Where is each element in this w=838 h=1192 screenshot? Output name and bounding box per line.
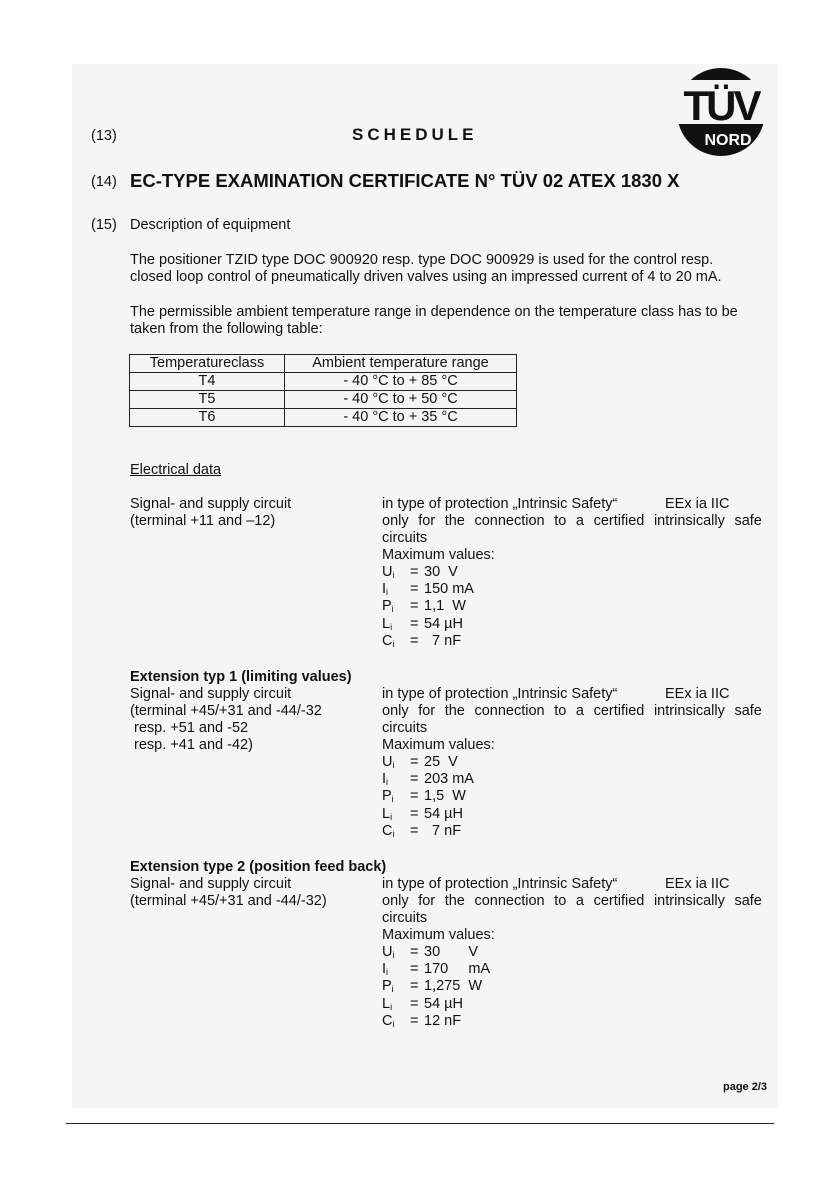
value-subscript: i <box>392 760 395 770</box>
value-equals: = <box>410 581 419 598</box>
value-amount: 1,275 W <box>424 978 483 995</box>
tuv-nord-logo <box>668 66 774 158</box>
value-equals: = <box>410 978 419 995</box>
value-equals: = <box>410 961 419 978</box>
word: to <box>554 703 567 719</box>
max-value-row <box>382 996 463 1013</box>
block2-title: Extension typ 1 (limiting values) <box>130 669 352 685</box>
word: for <box>418 513 436 529</box>
value-amount: 54 µH <box>424 615 463 632</box>
max-value-row <box>382 598 466 615</box>
value-subscript: i <box>386 967 389 978</box>
value-amount: 12 nF <box>424 1012 462 1029</box>
block3-circuits: circuits <box>382 910 428 926</box>
table-row <box>130 373 517 391</box>
word: to <box>554 513 567 529</box>
table-cell: - 40 °C to + 50 °C <box>285 391 517 409</box>
value-symbol: $I_i$ <box>382 581 389 598</box>
value-subscript: i <box>392 950 395 960</box>
table-header-row <box>130 355 517 373</box>
word: intrinsically <box>653 513 725 529</box>
value-symbol: $U_i$ <box>382 564 395 580</box>
value-symbol: $L_i$ <box>382 805 393 822</box>
word: only <box>382 703 409 719</box>
schedule-title: SCHEDULE <box>352 125 478 144</box>
item-number-13: (13) <box>91 128 117 144</box>
value-equals: = <box>410 564 419 580</box>
max-value-row <box>382 788 466 805</box>
value-equals: = <box>410 805 419 822</box>
block1-max-values-label: Maximum values: <box>382 547 495 563</box>
value-subscript: i <box>392 828 395 839</box>
block1-left-line-2: (terminal +11 and –12) <box>130 513 276 529</box>
value-subscript: i <box>386 587 389 598</box>
block2-protection-class: EEx ia IIC <box>665 686 730 702</box>
table-cell: - 40 °C to + 85 °C <box>285 373 517 391</box>
word: certified <box>593 893 645 909</box>
footer-rule <box>66 1123 774 1124</box>
value-equals: = <box>410 995 419 1012</box>
word: a <box>575 703 584 719</box>
value-subscript: i <box>390 1001 393 1012</box>
value-equals: = <box>410 822 419 839</box>
value-symbol: $U_i$ <box>382 944 395 960</box>
value-symbol: $L_i$ <box>382 995 393 1012</box>
word: safe <box>734 513 762 529</box>
value-symbol: $L_i$ <box>382 615 393 632</box>
word: only <box>382 893 409 909</box>
value-amount: 30 V <box>424 564 458 580</box>
block2-max-values-label: Maximum values: <box>382 737 495 753</box>
value-equals: = <box>410 944 419 960</box>
block1-connection-line <box>382 513 762 530</box>
block3-connection-line <box>382 893 762 910</box>
block3-protection-class: EEx ia IIC <box>665 876 730 892</box>
value-subscript: i <box>391 794 394 805</box>
word: the <box>444 893 465 909</box>
max-value-row <box>382 616 463 633</box>
value-symbol: $P_i$ <box>382 788 394 805</box>
block1-left-line-1: Signal- and supply circuit <box>130 496 292 512</box>
word: safe <box>734 703 762 719</box>
table-row <box>130 409 517 427</box>
value-equals: = <box>410 754 419 770</box>
block2-left-line-2: (terminal +45/+31 and -44/-32 <box>130 703 322 719</box>
block3-left-line-2: (terminal +45/+31 and -44/-32) <box>130 893 327 909</box>
value-amount: 30 V <box>424 944 478 960</box>
temperature-table <box>129 354 517 427</box>
value-symbol: $C_i$ <box>382 632 395 649</box>
word: the <box>444 513 465 529</box>
max-value-row <box>382 978 482 995</box>
value-subscript: i <box>391 984 394 995</box>
electrical-data-heading: Electrical data <box>130 462 222 478</box>
value-symbol: $P_i$ <box>382 978 394 995</box>
word: for <box>418 893 436 909</box>
word: to <box>554 893 567 909</box>
item-number-14: (14) <box>91 174 117 190</box>
value-equals: = <box>410 632 419 649</box>
table-cell: T6 <box>130 409 285 427</box>
value-symbol: $P_i$ <box>382 598 394 615</box>
value-symbol: $U_i$ <box>382 754 395 770</box>
word: for <box>418 703 436 719</box>
value-subscript: i <box>386 777 389 788</box>
value-subscript: i <box>392 1018 395 1029</box>
block2-circuits: circuits <box>382 720 428 736</box>
value-symbol: $C_i$ <box>382 822 395 839</box>
max-value-row <box>382 1013 461 1030</box>
block2-left-line-3: resp. +51 and -52 <box>130 720 249 736</box>
block1-protection-type: in type of protection „Intrinsic Safety“ <box>382 496 618 512</box>
word: a <box>575 513 584 529</box>
block3-title: Extension type 2 (position feed back) <box>130 859 387 875</box>
max-value-row <box>382 806 463 823</box>
table-header-cell: Ambient temperature range <box>285 355 517 373</box>
value-symbol: $I_i$ <box>382 771 389 788</box>
value-subscript: i <box>392 638 395 649</box>
block3-left-line-1: Signal- and supply circuit <box>130 876 292 892</box>
value-subscript: i <box>390 811 393 822</box>
block2-connection-line <box>382 703 762 720</box>
block1-circuits: circuits <box>382 530 428 546</box>
value-equals: = <box>410 1012 419 1029</box>
description-line-2: closed loop control of pneumatically driven valves using an impressed current of 4 to 20 mA. <box>130 269 722 285</box>
max-value-row <box>382 961 490 978</box>
value-amount: 170 mA <box>424 961 491 978</box>
word: certified <box>593 513 645 529</box>
max-value-row <box>382 633 461 650</box>
word: the <box>444 703 465 719</box>
block3-protection-type: in type of protection „Intrinsic Safety“ <box>382 876 618 892</box>
block2-left-line-1: Signal- and supply circuit <box>130 686 292 702</box>
max-value-row <box>382 581 474 598</box>
value-equals: = <box>410 788 419 805</box>
value-amount: 54 µH <box>424 995 463 1012</box>
item-number-15: (15) <box>91 217 117 233</box>
word: safe <box>734 893 762 909</box>
word: only <box>382 513 409 529</box>
value-amount: 25 V <box>424 754 458 770</box>
temperature-intro-line-1: The permissible ambient temperature range in dependence on the temperature class has to be <box>130 304 738 320</box>
block1-protection-class: EEx ia IIC <box>665 496 730 512</box>
value-equals: = <box>410 598 419 615</box>
max-value-row <box>382 944 478 961</box>
table-cell: T5 <box>130 391 285 409</box>
max-value-row <box>382 823 461 840</box>
block2-left-line-4: resp. +41 and -42) <box>130 737 253 753</box>
certificate-title: EC-TYPE EXAMINATION CERTIFICATE N° TÜV 02 ATEX 1830 X <box>130 170 680 191</box>
value-equals: = <box>410 771 419 788</box>
value-symbol: $I_i$ <box>382 961 389 978</box>
word: certified <box>593 703 645 719</box>
value-subscript: i <box>390 621 393 632</box>
word: intrinsically <box>653 893 725 909</box>
logo-text: TÜV <box>683 82 759 129</box>
value-amount: 7 nF <box>424 822 462 839</box>
value-symbol: $C_i$ <box>382 1012 395 1029</box>
max-value-row <box>382 564 458 581</box>
value-equals: = <box>410 615 419 632</box>
max-value-row <box>382 771 474 788</box>
table-row <box>130 391 517 409</box>
description-line-1: The positioner TZID type DOC 900920 resp. type DOC 900929 is used for the control resp. <box>130 252 714 268</box>
temperature-intro-line-2: taken from the following table: <box>130 321 323 337</box>
value-amount: 7 nF <box>424 632 462 649</box>
value-subscript: i <box>392 570 395 580</box>
table-cell: - 40 °C to + 35 °C <box>285 409 517 427</box>
word: connection <box>474 513 545 529</box>
value-amount: 203 mA <box>424 771 474 788</box>
max-value-row <box>382 754 458 771</box>
table-header-cell: Temperatureclass <box>130 355 285 373</box>
block3-max-values-label: Maximum values: <box>382 927 495 943</box>
value-amount: 54 µH <box>424 805 463 822</box>
value-amount: 150 mA <box>424 581 474 598</box>
value-amount: 1,1 W <box>424 598 466 615</box>
logo-subtext: NORD <box>704 132 752 149</box>
value-subscript: i <box>391 604 394 615</box>
word: intrinsically <box>653 703 725 719</box>
page-number: page 2/3 <box>723 1081 768 1093</box>
value-amount: 1,5 W <box>424 788 466 805</box>
table-cell: T4 <box>130 373 285 391</box>
word: connection <box>474 893 545 909</box>
block2-protection-type: in type of protection „Intrinsic Safety“ <box>382 686 618 702</box>
description-heading: Description of equipment <box>130 217 291 233</box>
word: a <box>575 893 584 909</box>
word: connection <box>474 703 545 719</box>
